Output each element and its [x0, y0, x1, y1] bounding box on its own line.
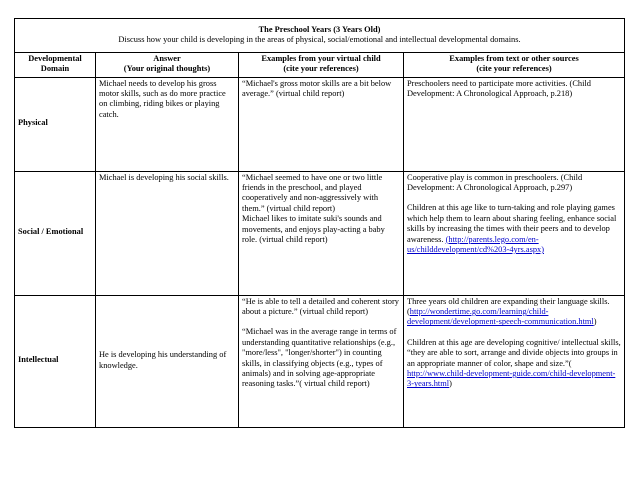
virtual-social: “Michael seemed to have one or two little friends in the preschool, and played cooperatively and non-aggressively with them.” (virtual child report) Michael likes to imitate suki's sounds and movements, and enjoys play-acting a baby role. (virtual child report) — [239, 171, 404, 295]
answer-intellectual: He is developing his understanding of knowledge. — [96, 295, 239, 427]
text-physical: Preschoolers need to participate more activities. (Child Development: A Chronological Approach, p.218) — [404, 77, 625, 171]
preschool-table — [14, 18, 625, 428]
domain-social-emotional: Social / Emotional — [15, 171, 96, 295]
answer-social: Michael is developing his social skills. — [96, 171, 239, 295]
document-page — [14, 18, 624, 428]
lego-link[interactable]: (http://parents.lego.com/en-us/childdevelopment/cd%203-4yrs.aspx) — [407, 234, 544, 255]
table-row — [15, 295, 625, 427]
domain-intellectual: Intellectual — [15, 295, 96, 427]
virtual-physical: “Michael's gross motor skills are a bit below average.” (virtual child report) — [239, 77, 404, 171]
header-virtual-child: Examples from your virtual child (cite your references) — [239, 52, 404, 77]
table-row — [15, 77, 625, 171]
text-social: Cooperative play is common in preschoolers. (Child Development: A Chronological Approach, p.297) Children at this age like to turn-taking and role playing games which help them to learn about sharing feeling, enhance social skills by increasing the times with their peers and to develop awareness. (http://parents.lego.com/en-us/childdevelopment/cd%203-4yrs.aspx) — [404, 171, 625, 295]
header-answer: Answer (Your original thoughts) — [96, 52, 239, 77]
header-text-sources: Examples from text or other sources (cite your references) — [404, 52, 625, 77]
wondertime-link[interactable]: http://wondertime.go.com/learning/child-development/development-speech-communication.html — [407, 307, 594, 327]
header-domain: Developmental Domain — [15, 52, 96, 77]
header-row — [15, 52, 625, 77]
virtual-intellectual: “He is able to tell a detailed and coherent story about a picture.” (virtual child report) “Michael was in the average range in terms of understanding quantitative relationships (e.g., "more/less", "longer/shorter") in counting skills, in classifying objects (e.g., types of animals) and in solving age-appropriate reasoning tasks.”( virtual child report) — [239, 295, 404, 427]
table-title: The Preschool Years (3 Years Old) — [15, 19, 625, 36]
table-row — [15, 171, 625, 295]
child-development-guide-link[interactable]: http://www.child-development-guide.com/child-development-3-years.html — [407, 369, 616, 389]
text-intellectual: Three years old children are expanding their language skills. (http://wondertime.go.com/learning/child-development/development-speech-communication.html) Children at this age are developing cognitive/ intellectual skills, “they are able to sort, arrange and divide objects into groups in an appropriate manner of color, shape and size.”( http://www.child-development-guide.com/child-development-3-years.html) — [404, 295, 625, 427]
table-subtitle: Discuss how your child is developing in the areas of physical, social/emotional and intellectual developmental domains. — [15, 35, 625, 52]
domain-physical: Physical — [15, 77, 96, 171]
answer-physical: Michael needs to develop his gross motor skills, such as do more practice on climbing, riding bikes or playing catch. — [96, 77, 239, 171]
